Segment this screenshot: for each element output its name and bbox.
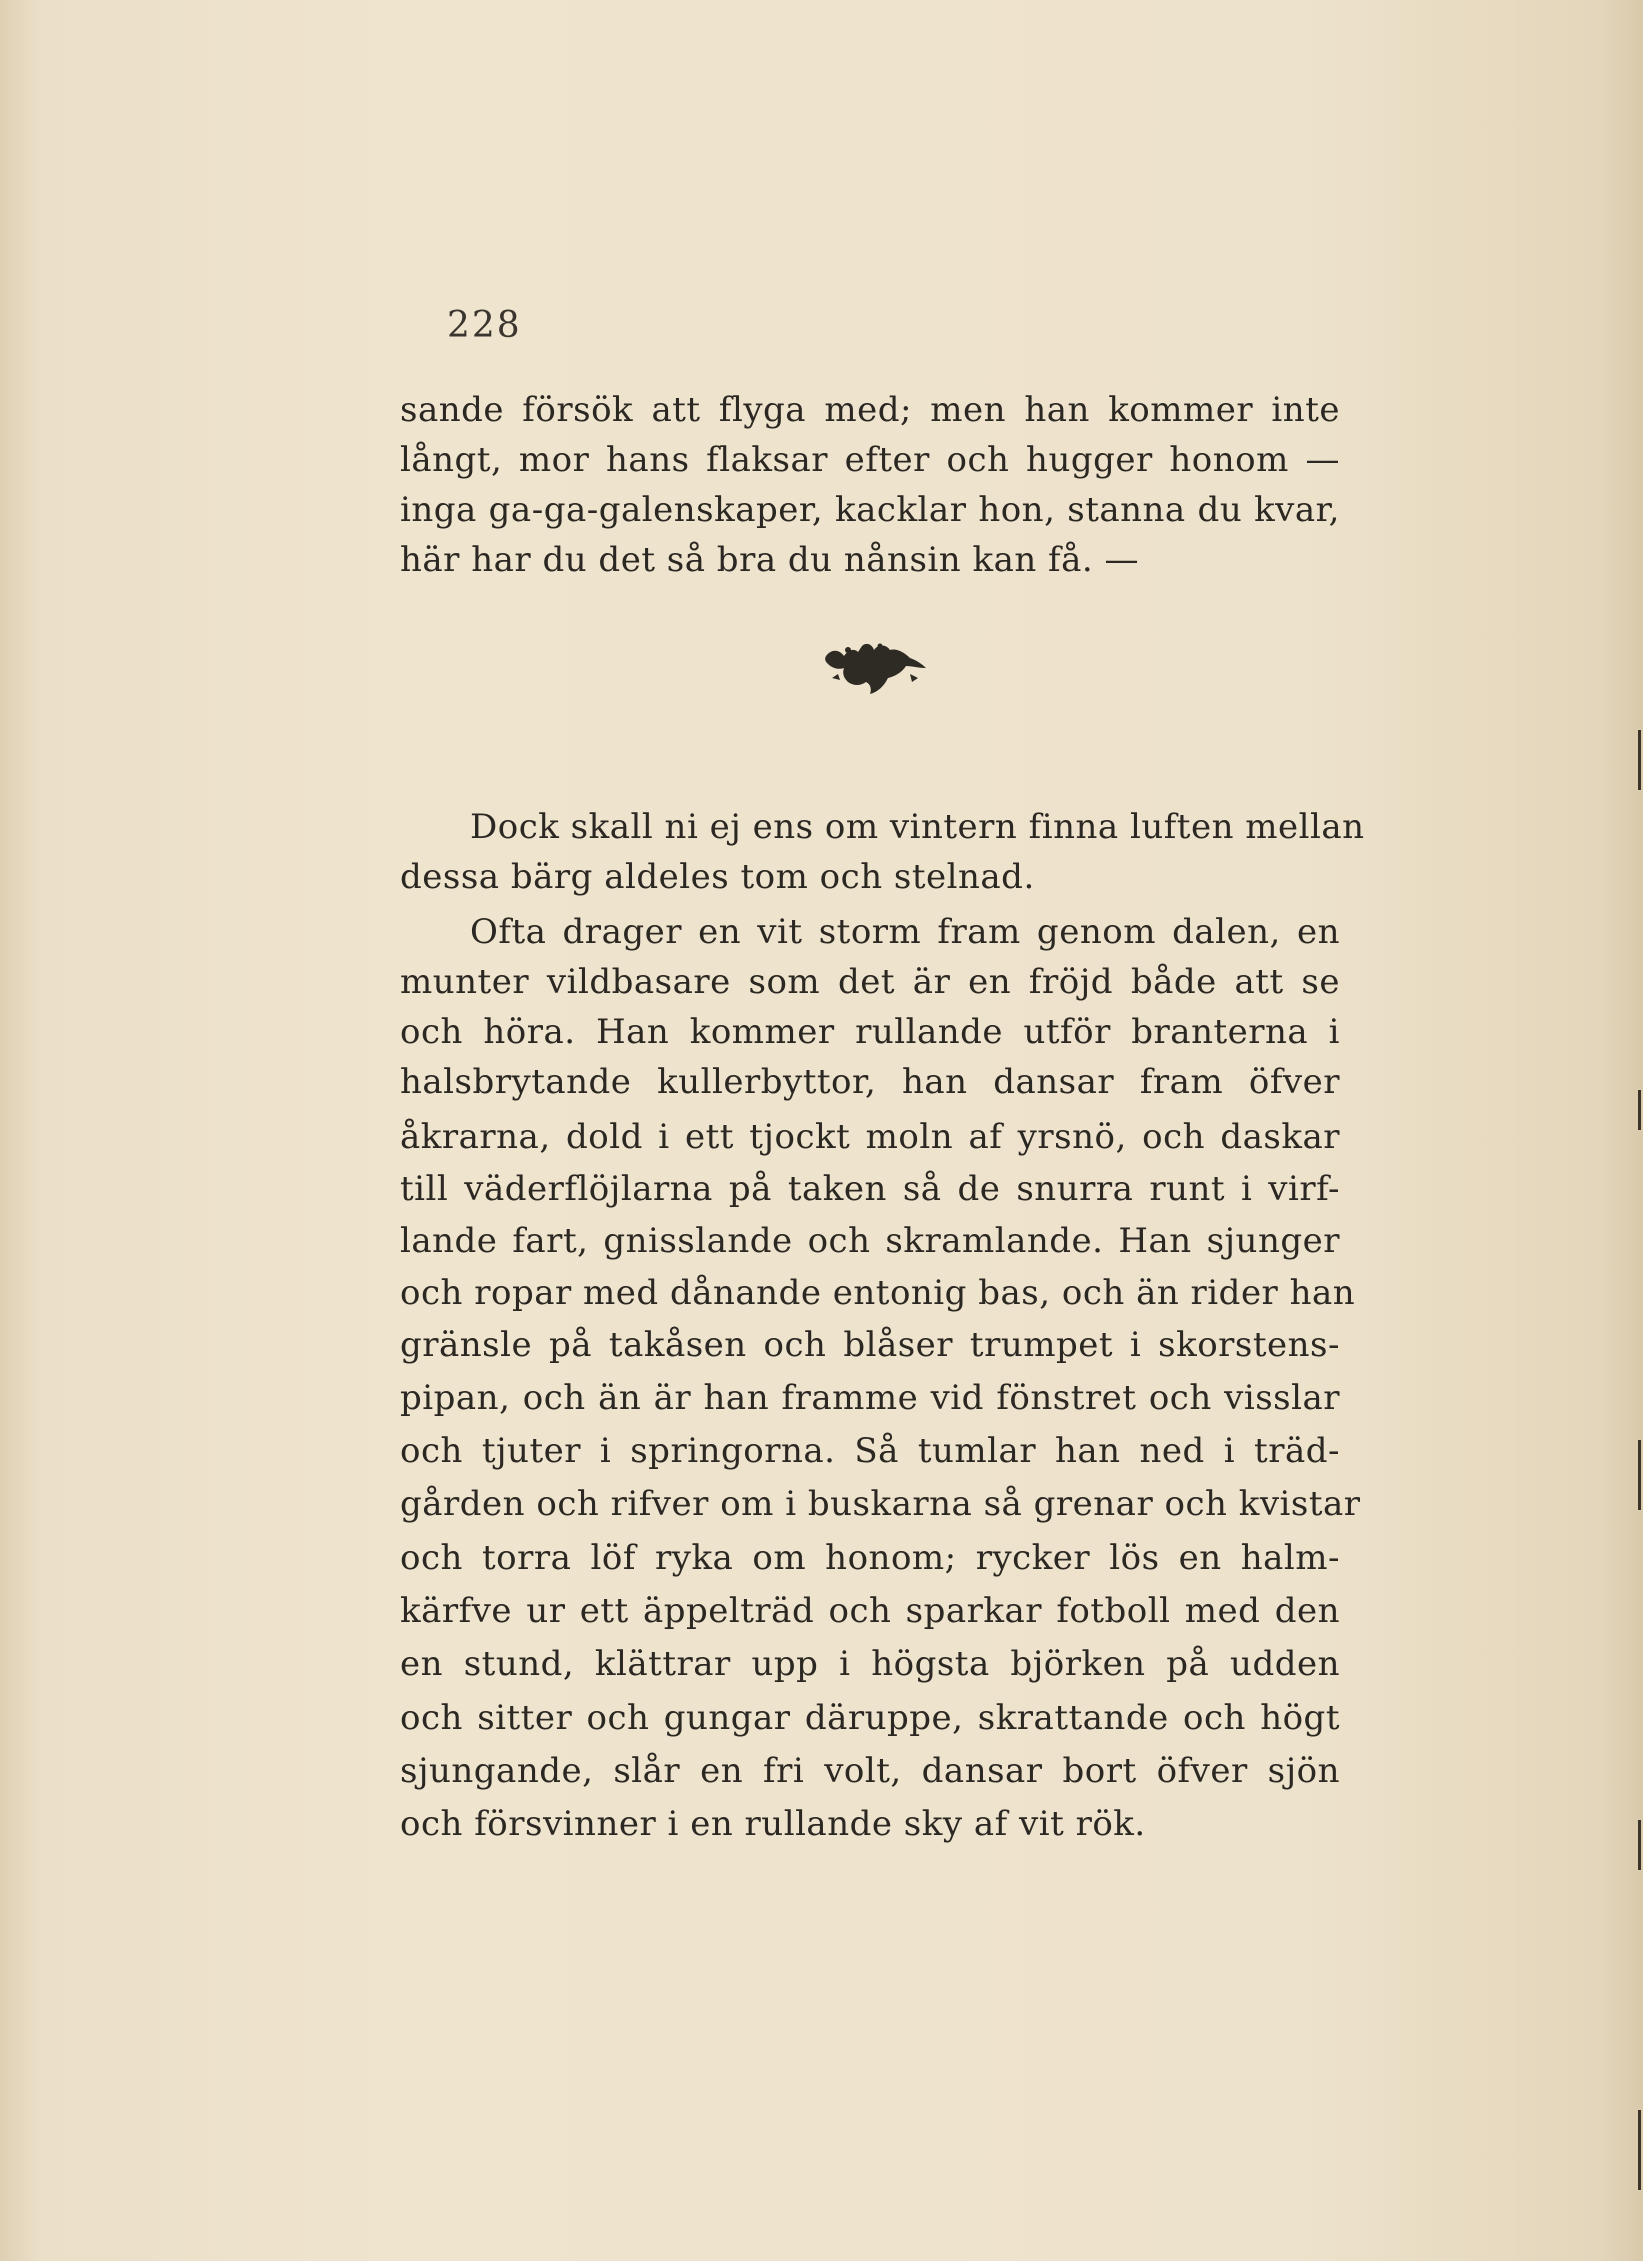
text-line: gården och rifver om i buskarna så grenar och kvistar: [400, 1484, 1361, 1524]
text-line: långt, mor hans flaksar efter och hugger honom —: [400, 440, 1340, 480]
ornament-vignette-icon: [818, 638, 930, 698]
text-line: sjungande, slår en fri volt, dansar bort öfver sjön: [400, 1751, 1340, 1791]
text-line: munter vildbasare som det är en fröjd både att se: [400, 962, 1340, 1002]
text-line: Dock skall ni ej ens om vintern finna luften mellan: [470, 807, 1365, 847]
text-line: inga ga-ga-galenskaper, kacklar hon, stanna du kvar,: [400, 490, 1340, 530]
page-edge-mark: [1638, 2110, 1641, 2190]
page-edge-mark: [1638, 1090, 1641, 1130]
text-line: och försvinner i en rullande sky af vit rök.: [400, 1804, 1146, 1844]
text-line: till väderflöjlarna på taken så de snurra runt i virf-: [400, 1169, 1340, 1209]
text-line: och ropar med dånande entonig bas, och än rider han: [400, 1273, 1356, 1313]
text-line: pipan, och än är han framme vid fönstret och visslar: [400, 1378, 1340, 1418]
text-line: lande fart, gnisslande och skramlande. Han sjunger: [400, 1221, 1340, 1261]
text-line: och torra löf ryka om honom; rycker lös en halm-: [400, 1538, 1340, 1578]
text-line: dessa bärg aldeles tom och stelnad.: [400, 857, 1035, 897]
text-line: och höra. Han kommer rullande utför branterna i: [400, 1012, 1340, 1052]
text-line: här har du det så bra du nånsin kan få. —: [400, 540, 1140, 580]
text-line: sande försök att flyga med; men han kommer inte: [400, 390, 1340, 430]
text-line: halsbrytande kullerbyttor, han dansar fram öfver: [400, 1062, 1340, 1102]
page-edge-mark: [1638, 1820, 1641, 1870]
text-line: och sitter och gungar däruppe, skrattande och högt: [400, 1698, 1340, 1738]
text-line: kärfve ur ett äppelträd och sparkar fotboll med den: [400, 1591, 1340, 1631]
page-edge-mark: [1638, 1440, 1641, 1510]
text-line: en stund, klättrar upp i högsta björken på udden: [400, 1644, 1340, 1684]
text-line: gränsle på takåsen och blåser trumpet i skorstens-: [400, 1325, 1340, 1365]
text-line: och tjuter i springorna. Så tumlar han ned i träd-: [400, 1431, 1340, 1471]
page-number: 228: [447, 305, 522, 346]
page-edge-mark: [1638, 730, 1641, 790]
text-line: Ofta drager en vit storm fram genom dalen, en: [470, 912, 1340, 952]
text-line: åkrarna, dold i ett tjockt moln af yrsnö, och daskar: [400, 1117, 1340, 1157]
